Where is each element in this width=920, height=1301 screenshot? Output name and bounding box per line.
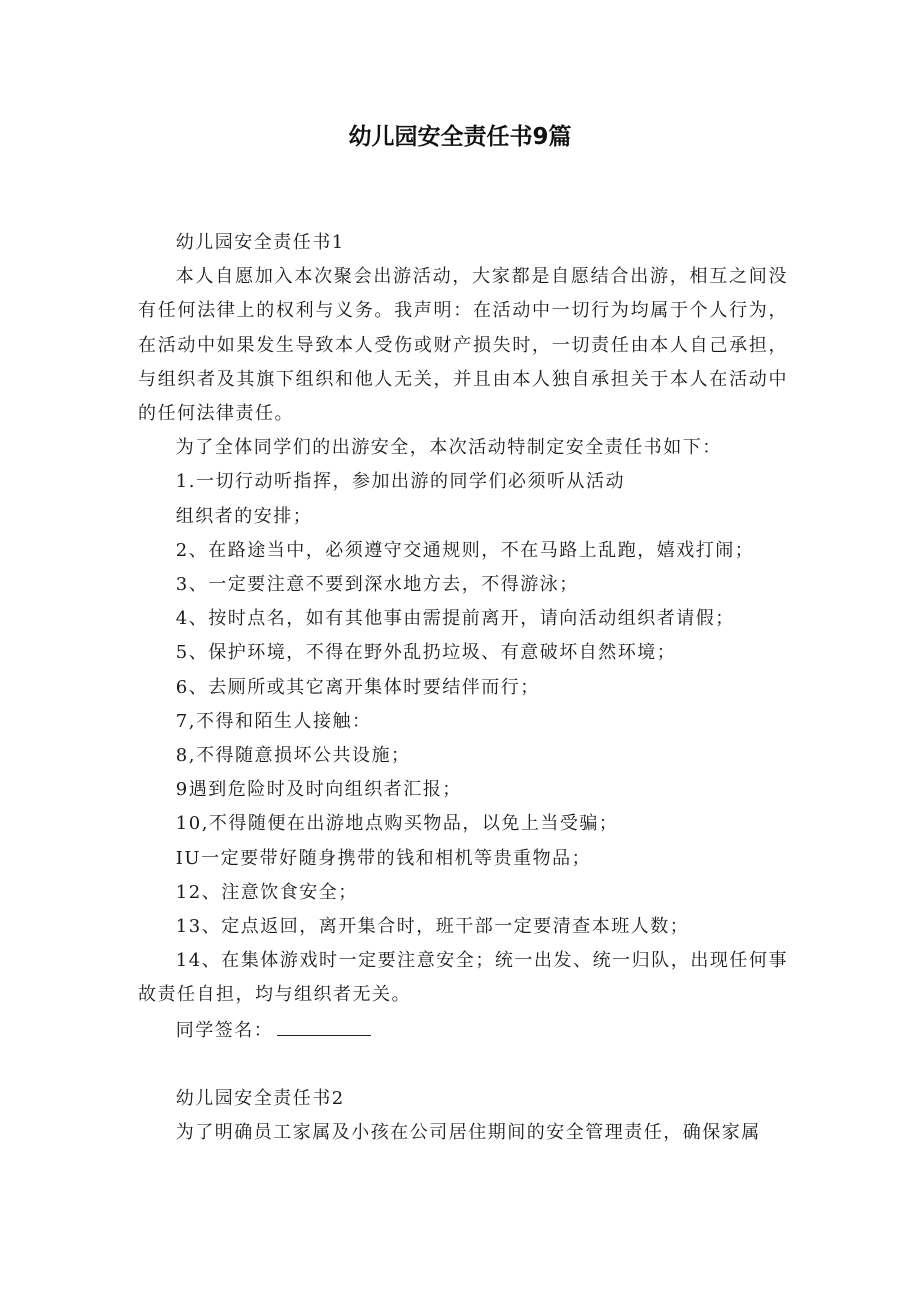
section-heading-2: 幼儿园安全责任书2 — [175, 1087, 345, 1109]
signature-label: 同学签名： — [175, 1019, 274, 1041]
signature-row — [138, 1013, 788, 1048]
rule-item: 12、注意饮食安全； — [175, 881, 358, 903]
rule-item: 7,不得和陌生人接触： — [175, 710, 372, 732]
rule-item: 6、去厕所或其它离开集体时要结伴而行； — [175, 676, 540, 698]
rule-item: 3、一定要注意不要到深水地方去，不得游泳； — [175, 574, 579, 596]
section-1-lead: 为了全体同学们的出游安全，本次活动特制定安全责任书如下： — [175, 437, 722, 459]
section-2-intro: 为了明确员工家属及小孩在公司居住期间的安全管理责任，确保家属 — [175, 1122, 761, 1144]
section-spacer — [138, 1048, 788, 1082]
rule-item: 4、按时点名，如有其他事由需提前离开，请向活动组织者请假； — [175, 608, 735, 630]
rule-item: 2、在路途当中，必须遵守交通规则，不在马路上乱跑，嬉戏打闹； — [175, 539, 755, 561]
signature-blank[interactable] — [277, 1013, 371, 1036]
rule-item: 9遇到危险时及时向组织者汇报； — [175, 779, 462, 801]
section-1-intro: 本人自愿加入本次聚会出游活动，大家都是自愿结合出游，相互之间没有任何法律上的权利与义务。我声明：在活动中一切行为均属于个人行为，在活动中如果发生导致本人受伤或财产损失时，一切责任由本人自己承担，与组织者及其旗下组织和他人无关，并且由本人独自承担关于本人在活动中的任何法律责任。 — [138, 266, 788, 425]
document-body — [138, 226, 788, 1150]
rule-item: 8,不得随意损坏公共设施； — [175, 745, 411, 767]
rule-item: 10,不得随便在出游地点购买物品，以免上当受骗； — [175, 813, 619, 835]
section-heading-1: 幼儿园安全责任书1 — [175, 232, 345, 253]
rule-item: IU一定要带好随身携带的钱和相机等贵重物品； — [175, 847, 592, 869]
rule-item: 13、定点返回，离开集合时，班干部一定要清查本班人数； — [175, 916, 690, 938]
rule-item: 14、在集体游戏时一定要注意安全；统一出发、统一归队，出现任何事故责任自担，均与组织者无关。 — [138, 950, 788, 1006]
document-title: 幼儿园安全责任书9篇 — [348, 124, 572, 150]
rule-item: 组织者的安排； — [175, 505, 313, 527]
rule-item: 5、保护环境，不得在野外乱扔垃圾、有意破坏自然环境； — [175, 642, 677, 664]
rule-item: 1.一切行动听指挥，参加出游的同学们必须听从活动 — [175, 471, 625, 493]
